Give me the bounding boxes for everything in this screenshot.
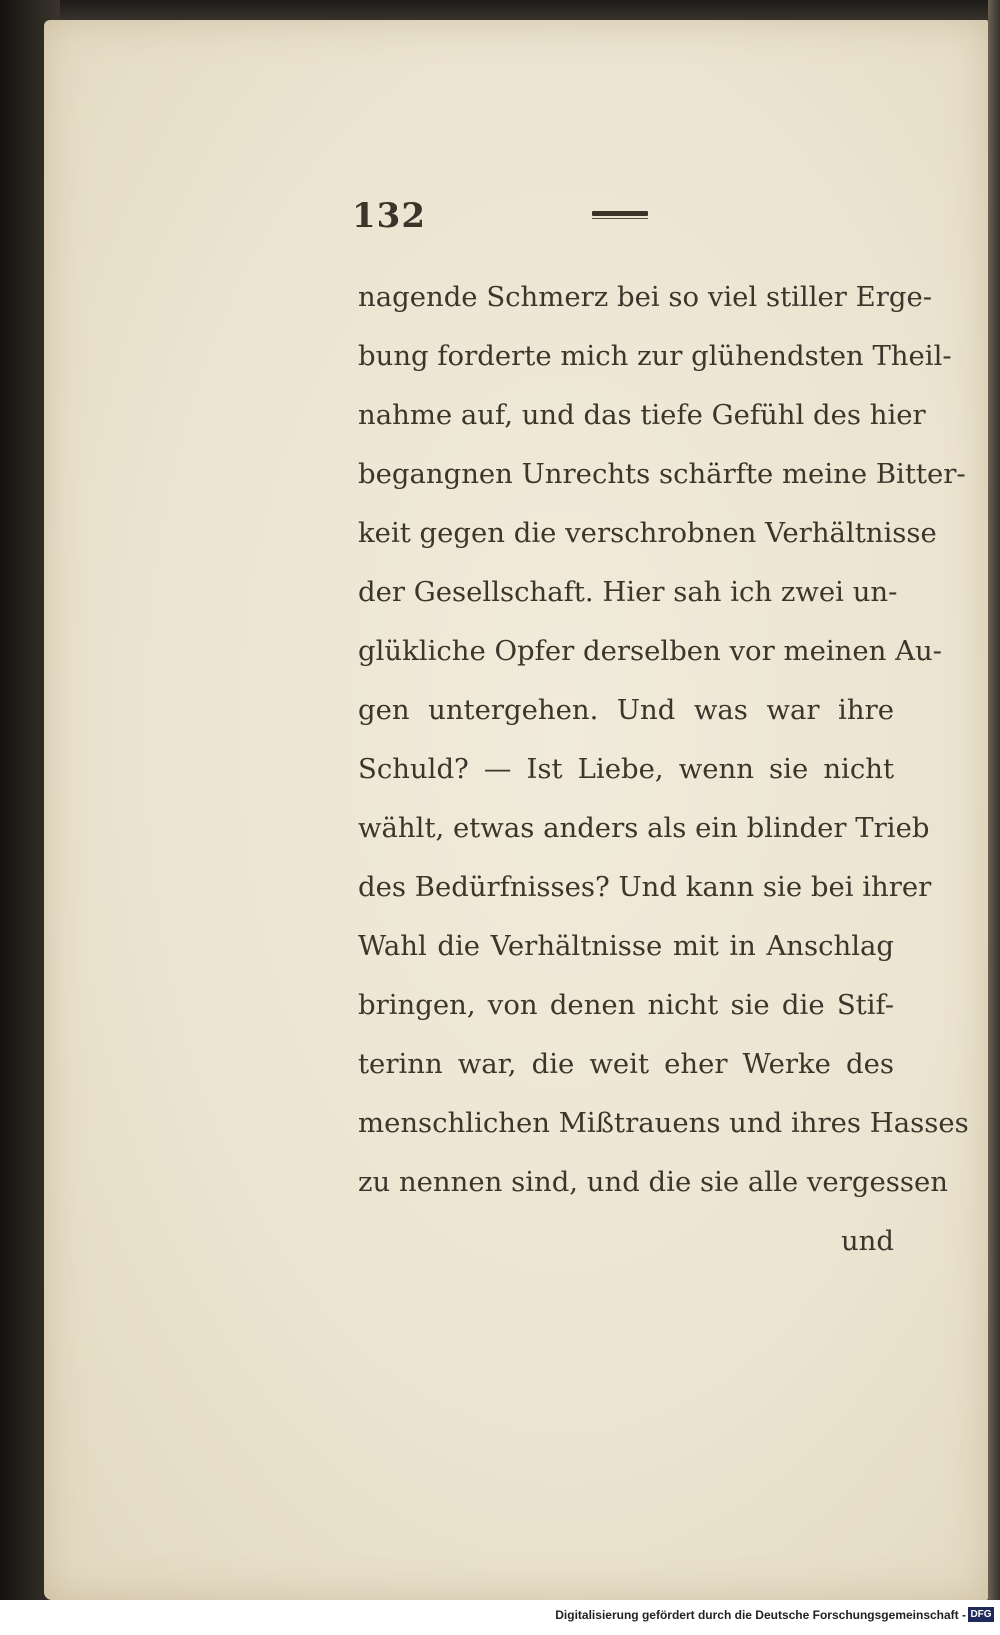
body-text — [358, 268, 969, 1271]
text-line: bringen, von denen nicht sie die Stif- — [358, 989, 894, 1021]
text-line: zu nennen sind, und die sie alle vergessen — [358, 1166, 948, 1198]
footer-bar — [0, 1600, 1000, 1635]
text-line: Schuld? — Ist Liebe, wenn sie nicht — [358, 753, 894, 785]
dfg-logo-icon: DFG — [968, 1607, 994, 1622]
catchword: und — [840, 1225, 894, 1257]
text-line: des Bedürfnisses? Und kann sie bei ihrer — [358, 871, 932, 903]
text-line: menschlichen Mißtrauens und ihres Hasses — [358, 1107, 969, 1139]
text-line: nagende Schmerz bei so viel stiller Erge- — [358, 281, 933, 313]
text-line: terinn war, die weit eher Werke des — [358, 1048, 894, 1080]
text-line: keit gegen die verschrobnen Verhältnisse — [358, 517, 937, 549]
book-right-edge — [988, 0, 1000, 1600]
page-number: 132 — [352, 196, 426, 236]
text-line: wählt, etwas anders als ein blinder Trieb — [358, 812, 930, 844]
header-rule — [592, 211, 648, 216]
footer-credit: Digitalisierung gefördert durch die Deutsche Forschungsgemeinschaft - — [555, 1608, 966, 1622]
text-line: gen untergehen. Und was war ihre — [358, 694, 894, 726]
text-line: begangnen Unrechts schärfte meine Bitter- — [358, 458, 966, 490]
text-line: der Gesellschaft. Hier sah ich zwei un- — [358, 576, 898, 608]
text-line: glükliche Opfer derselben vor meinen Au- — [358, 635, 942, 667]
text-line: Wahl die Verhältnisse mit in Anschlag — [358, 930, 894, 962]
text-line: bung forderte mich zur glühendsten Theil- — [358, 340, 952, 372]
text-line: nahme auf, und das tiefe Gefühl des hier — [358, 399, 926, 431]
